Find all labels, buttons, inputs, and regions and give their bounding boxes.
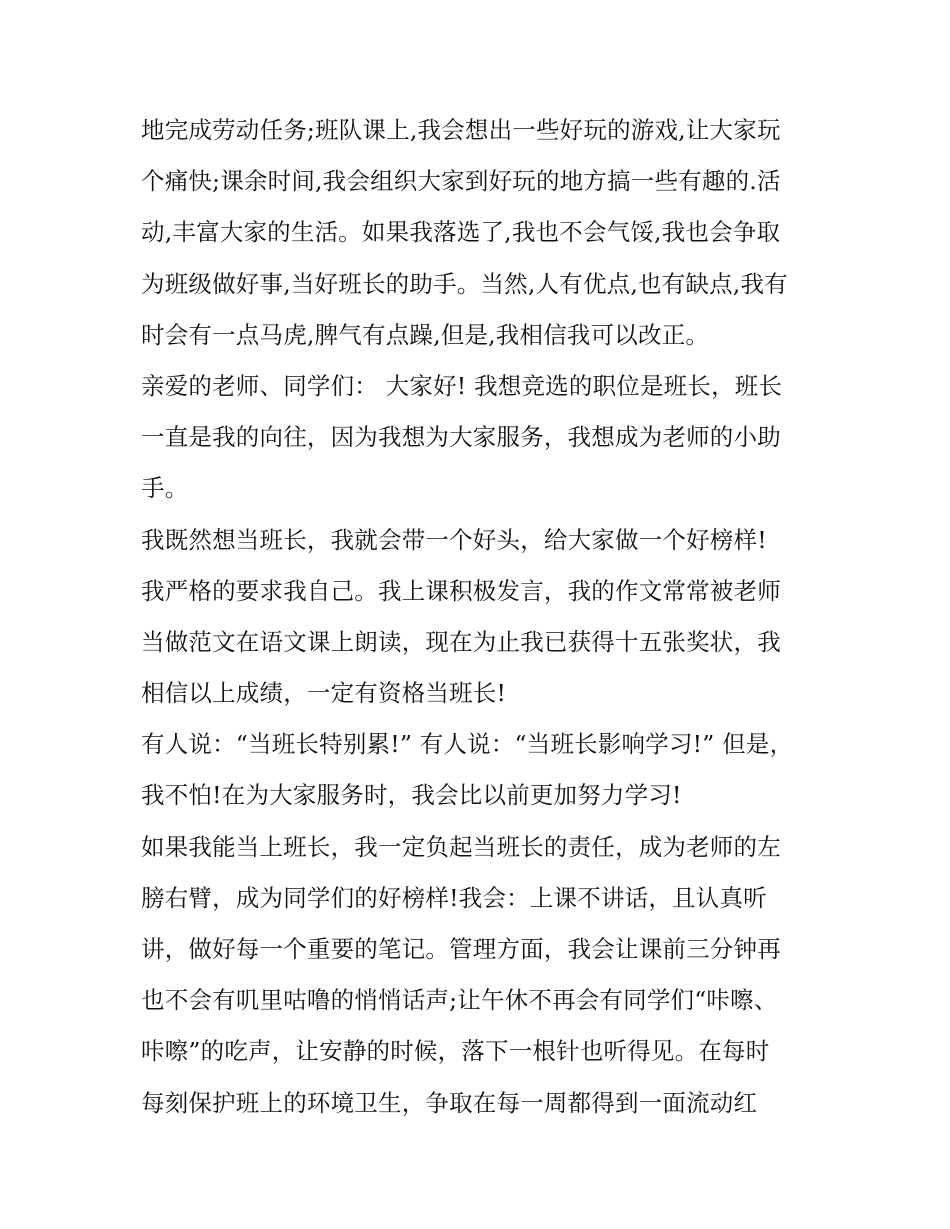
text-line-10: 我严格的要求我自己。我上课积极发言，我的作文常常被老师	[141, 576, 781, 605]
text-line-11: 当做范文在语文课上朗读，现在为止我已获得十五张奖状，我	[141, 627, 781, 656]
text-line-5: 时会有一点马虎,脾气有点躁,但是,我相信我可以改正。	[141, 320, 710, 349]
text-line-15: 如果我能当上班长，我一定负起当班长的责任，成为老师的左	[141, 832, 781, 861]
document-body	[141, 105, 821, 1129]
text-line-20: 每刻保护班上的环境卫生，争取在每一周都得到一面流动红	[141, 1088, 758, 1117]
text-line-9: 我既然想当班长，我就会带一个好头，给大家做一个好榜样!	[141, 525, 767, 554]
text-line-3: 动,丰富大家的生活。如果我落选了,我也不会气馁,我也会争取	[141, 218, 781, 247]
text-line-13: 有人说：“当班长特别累!” 有人说：“当班长影响学习!” 但是，	[141, 730, 794, 759]
text-line-14: 我不怕!在为大家服务时，我会比以前更加努力学习!	[141, 781, 682, 810]
text-line-7: 一直是我的向往，因为我想为大家服务，我想成为老师的小助	[141, 423, 781, 452]
text-line-18: 也不会有叽里咕噜的悄悄话声;让午休不再会有同学们“咔嚓、	[141, 986, 778, 1015]
text-line-17: 讲，做好每一个重要的笔记。管理方面，我会让课前三分钟再	[141, 935, 781, 963]
text-line-19: 咔嚓”的吃声，让安静的时候，落下一根针也听得见。在每时	[141, 1037, 770, 1066]
text-line-16: 膀右臂，成为同学们的好榜样!我会：上课不讲话，且认真听	[141, 883, 767, 912]
text-line-1: 地完成劳动任务;班队课上,我会想出一些好玩的游戏,让大家玩	[141, 116, 781, 144]
text-line-2: 个痛快;课余时间,我会组织大家到好玩的地方搞一些有趣的.活	[141, 167, 781, 196]
text-line-6: 亲爱的老师、同学们： 大家好! 我想竞选的职位是班长，班长	[141, 371, 783, 400]
text-line-12: 相信以上成绩，一定有资格当班长!	[141, 679, 507, 708]
text-line-4: 为班级做好事,当好班长的助手。当然,人有优点,也有缺点,我有	[141, 269, 788, 298]
text-line-8: 手。	[141, 474, 189, 503]
